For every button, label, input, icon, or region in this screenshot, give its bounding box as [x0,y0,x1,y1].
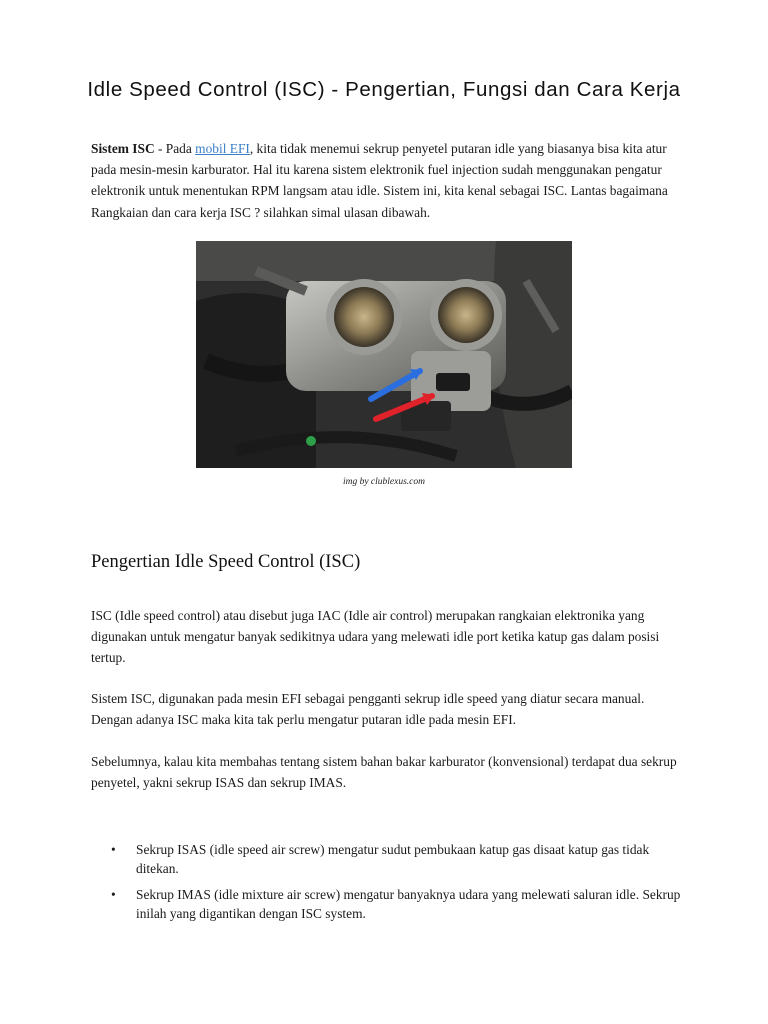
engine-photo-illustration [196,241,572,468]
engine-photo [196,241,572,468]
paragraph: Sistem ISC, digunakan pada mesin EFI sebagai pengganti sekrup idle speed yang diatur secara manual. Dengan adanya ISC maka kita tak perlu mengatur putaran idle pada mesin EFI. [91,691,645,728]
list-item-text: Sekrup IMAS (idle mixture air screw) mengatur banyaknya udara yang melewati saluran idle. Sekrup inilah yang digantikan dengan ISC system. [136,887,681,921]
bullet-dot: • [111,887,116,902]
list-item-text: Sekrup ISAS (idle speed air screw) mengatur sudut pembukaan katup gas disaat katup gas tidak ditekan. [136,842,650,876]
bullet-list [91,840,681,930]
list-item [91,840,681,878]
mobil-efi-link[interactable]: mobil EFI [195,141,250,156]
list-item [91,885,681,923]
document-title: Idle Speed Control (ISC) - Pengertian, Fungsi dan Cara Kerja [87,78,681,101]
intro-lead-bold: Sistem ISC [91,141,155,156]
section-heading: Pengertian Idle Speed Control (ISC) [91,552,361,572]
intro-lead-sep: - Pada [154,141,196,156]
paragraph: ISC (Idle speed control) atau disebut juga IAC (Idle air control) merupakan rangkaian elektronika yang digunakan untuk mengatur banyak sedikitnya udara yang melewati idle port ketika katup gas dalam posisi tertup. [91,608,660,666]
intro-rest: , kita tidak menemui sekrup penyetel putaran idle yang biasanya bisa kita atur pada mesin-mesin karburator. Hal itu karena sistem elektronik fuel injection sudah menggunakan pengatur elektronik untuk menentukan RPM langsam atau idle. Sistem ini, kita kenal sebagai ISC. Lantas bagaimana Rangkaian dan cara kerja ISC ? silahkan simal ulasan dibawah. [91,141,668,220]
image-caption: img by clublexus.com [342,477,426,487]
intro-paragraph [91,138,681,223]
paragraph: Sebelumnya, kalau kita membahas tentang sistem bahan bakar karburator (konvensional) terdapat dua sekrup penyetel, yakni sekrup ISAS dan sekrup IMAS. [91,754,677,791]
bullet-dot: • [111,842,116,857]
